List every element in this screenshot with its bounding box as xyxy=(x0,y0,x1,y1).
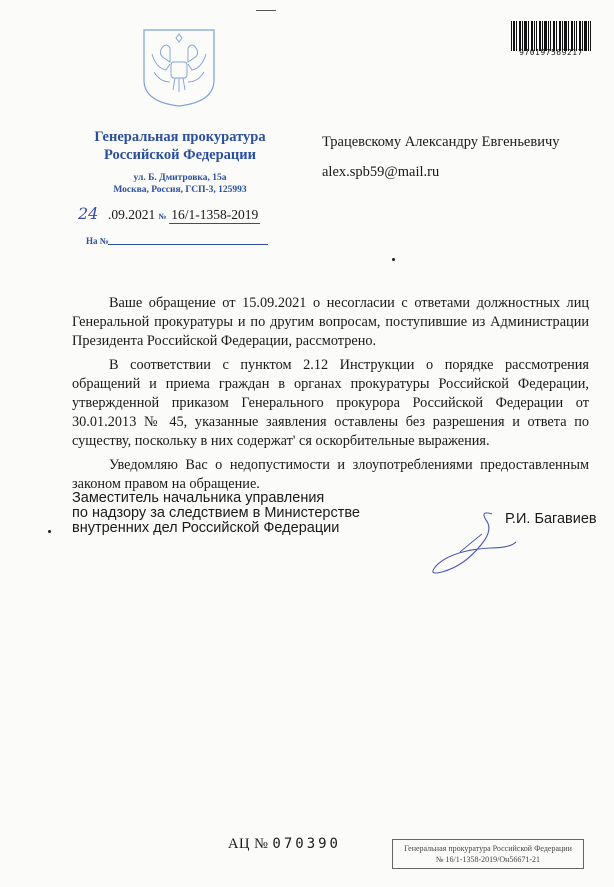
reference-line xyxy=(108,244,268,245)
org-line-2: Российской Федерации xyxy=(103,147,256,163)
top-mark xyxy=(256,10,276,11)
coat-of-arms-emblem xyxy=(140,28,218,108)
registration-stamp xyxy=(392,839,584,869)
signatory-title-line-2: по надзору за следствием в Министерстве xyxy=(72,505,360,521)
signatory-title-line-1: Заместитель начальника управления xyxy=(72,490,325,506)
address-line-2: Москва, Россия, ГСП-3, 125993 xyxy=(113,185,247,195)
printed-date: .09.2021 xyxy=(108,207,156,222)
ac-label: АЦ № xyxy=(228,836,269,852)
recipient-block xyxy=(322,132,560,192)
outgoing-number: 16/1-1358-2019 xyxy=(171,207,259,222)
paragraph-1: Ваше обращение от 15.09.2021 о несогласии с ответами должностных лиц Генеральной прокуратуры и по другим вопросам, поступившие из Администрации Президента Российской Федерации, рассмотрено. xyxy=(72,295,589,350)
signer-name: Р.И. Багавиев xyxy=(505,511,597,527)
barcode-number: 970197569217 xyxy=(519,48,583,57)
stamp-line-1: Генеральная прокуратура Российской Федерации xyxy=(404,844,572,853)
date-number-line xyxy=(78,204,260,224)
paragraph-3: Уведомляю Вас о недопустимости и злоупотреблениями предоставленным законом правом на обращение. xyxy=(72,456,589,492)
ac-number xyxy=(228,836,341,853)
speck-dot xyxy=(392,258,395,261)
ac-value: 070390 xyxy=(272,836,341,852)
org-line-1: Генеральная прокуратура xyxy=(94,129,266,145)
paragraph-2: В соответствии с пунктом 2.12 Инструкции о порядке рассмотрения обращений и приема граждан в органах прокуратуры Российской Федерации, утвержденной приказом Генерального прокурора Российской Федерации от 30.01.2013 № 45, указанные заявления оставлены без разрешения и ответа по существу, поскольку в них содержат' ся оскорбительные выражения. xyxy=(72,356,589,450)
organization-address xyxy=(60,172,300,196)
signatory-title-line-3: внутренних дел Российской Федерации xyxy=(72,520,340,536)
margin-dot xyxy=(48,530,51,533)
stamp-line-2: № 16/1-1358-2019/Он56671-21 xyxy=(435,855,541,864)
number-label: № xyxy=(158,212,167,221)
address-line-1: ул. Б. Дмитровка, 15а xyxy=(133,173,227,183)
letter-body xyxy=(72,294,589,498)
recipient-name: Трацевскому Александру Евгеньевичу xyxy=(322,134,560,150)
organization-name xyxy=(60,128,300,164)
reference-label: На № xyxy=(86,236,109,246)
handwritten-day: 24 xyxy=(78,204,99,223)
signatory-title xyxy=(72,491,360,536)
recipient-email: alex.spb59@mail.ru xyxy=(322,164,440,180)
